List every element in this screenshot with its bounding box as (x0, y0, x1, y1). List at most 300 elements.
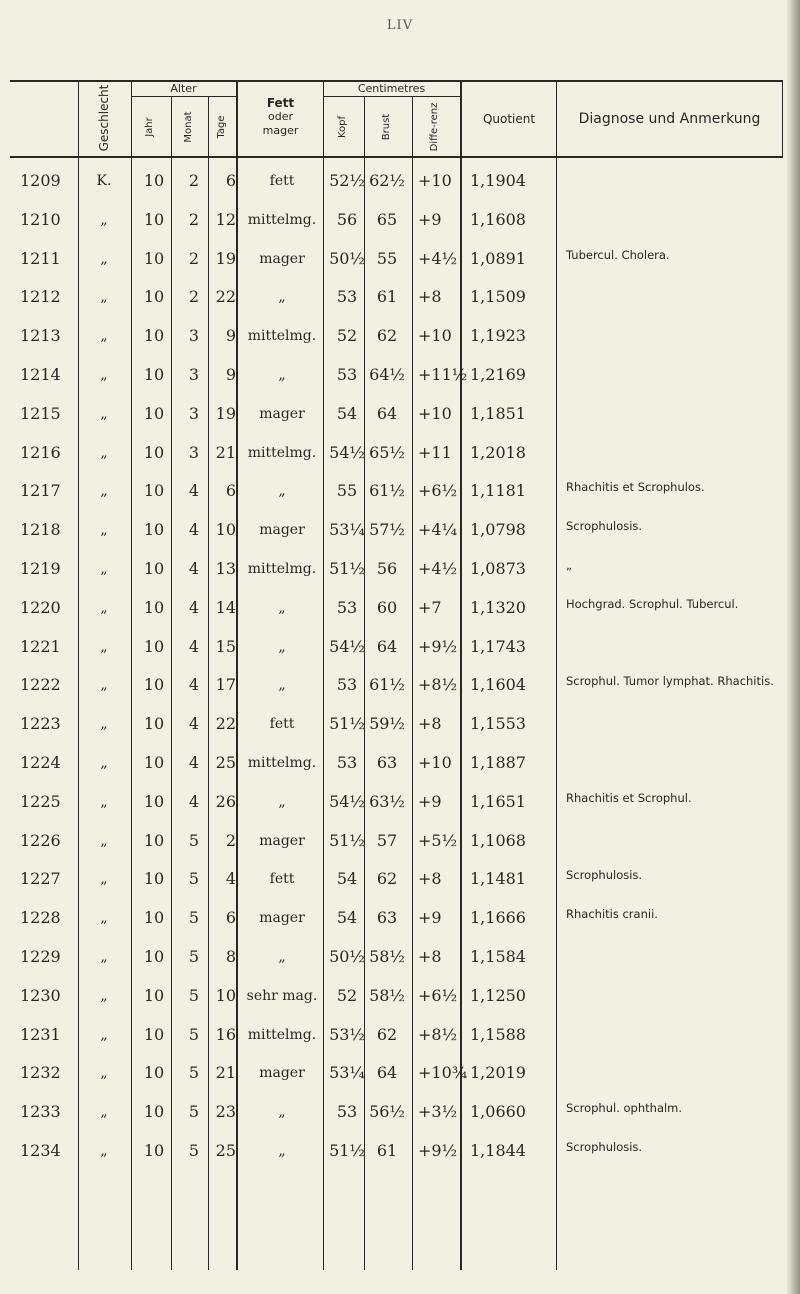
table-row (0, 356, 800, 394)
monat-cell: 3 (188, 442, 200, 462)
quotient-cell: 1,1250 (470, 985, 526, 1005)
sex-cell: „ (100, 793, 108, 810)
quotient-cell: 1,2169 (470, 365, 526, 384)
sex-cell: „ (100, 405, 108, 422)
table-row (0, 278, 800, 316)
row-number: 1227 (20, 869, 61, 889)
header-monat: Monat (183, 111, 194, 143)
table-row (0, 899, 800, 937)
kopf-cell: 53 (336, 365, 358, 384)
quotient-cell: 1,1604 (470, 675, 526, 695)
row-number: 1221 (20, 636, 61, 656)
brust-cell: 64½ (369, 365, 405, 384)
jahr-cell: 10 (143, 714, 165, 734)
differenz-cell: +10 (418, 171, 452, 190)
monat-cell: 4 (188, 597, 200, 617)
column-rule (782, 80, 783, 156)
tage-cell: 22 (215, 287, 236, 307)
differenz-cell: +7 (418, 597, 442, 617)
table-row (0, 201, 800, 239)
brust-cell: 58½ (369, 985, 405, 1005)
brust-cell: 62 (376, 326, 398, 346)
brust-cell: 58½ (369, 947, 405, 966)
quotient-cell: 1,0798 (470, 520, 526, 540)
monat-cell: 5 (188, 985, 200, 1005)
fett-cell: fett (269, 173, 295, 189)
sex-cell: „ (100, 328, 108, 345)
sex-cell: „ (100, 755, 108, 771)
monat-cell: 4 (188, 791, 200, 811)
differenz-cell: +10 (418, 403, 452, 423)
table-row (0, 317, 800, 355)
header-fett-line3: mager (262, 124, 299, 137)
kopf-cell: 51½ (329, 1141, 365, 1160)
quotient-cell: 1,1743 (470, 636, 526, 656)
sex-cell: „ (100, 367, 108, 383)
brust-cell: 65½ (369, 442, 405, 462)
table-row (0, 1093, 800, 1131)
brust-cell: 64 (376, 1063, 398, 1083)
table-row (0, 705, 800, 743)
tage-cell: 15 (215, 636, 236, 656)
quotient-cell: 1,2018 (470, 442, 526, 462)
kopf-cell: 54 (336, 403, 358, 423)
tage-cell: 23 (215, 1102, 236, 1122)
monat-cell: 4 (188, 481, 200, 501)
kopf-cell: 53 (336, 287, 358, 307)
jahr-cell: 10 (143, 209, 165, 229)
jahr-cell: 10 (143, 947, 165, 966)
brust-cell: 62½ (369, 171, 405, 190)
brust-cell: 63 (376, 908, 398, 928)
kopf-cell: 52 (336, 985, 358, 1005)
brust-cell: 62 (376, 869, 398, 889)
table-row (0, 1132, 800, 1170)
tage-cell: 21 (215, 442, 236, 462)
row-number: 1234 (20, 1141, 61, 1160)
diagnose-cell: Scrophulosis. (566, 519, 643, 534)
differenz-cell: +5½ (418, 830, 458, 850)
table-row (0, 1016, 800, 1054)
differenz-cell: +8 (418, 287, 442, 307)
fett-cell: fett (269, 871, 295, 888)
diagnose-cell: Scrophul. Tumor lymphat. Rhachitis. (566, 674, 774, 689)
jahr-cell: 10 (143, 908, 165, 928)
sex-cell: „ (100, 1026, 108, 1043)
table-row (0, 783, 800, 821)
header-geschlecht: Geschlecht (97, 84, 111, 152)
tage-cell: 13 (215, 559, 236, 578)
differenz-cell: +8½ (418, 675, 458, 695)
monat-cell: 4 (188, 636, 200, 656)
quotient-cell: 1,1923 (470, 326, 526, 346)
fett-cell: „ (278, 949, 286, 965)
quotient-cell: 1,1320 (470, 597, 526, 617)
fett-cell: „ (278, 638, 286, 655)
monat-cell: 2 (188, 287, 200, 307)
tage-cell: 25 (215, 1141, 236, 1160)
jahr-cell: 10 (143, 287, 165, 307)
fett-cell: „ (278, 677, 286, 694)
header-fett (238, 96, 323, 138)
kopf-cell: 53 (336, 753, 358, 772)
kopf-cell: 53½ (329, 1024, 365, 1044)
sex-cell: „ (100, 1104, 108, 1121)
kopf-cell: 53 (336, 597, 358, 617)
row-number: 1220 (20, 597, 61, 617)
tage-cell: 14 (215, 597, 236, 617)
monat-cell: 5 (188, 1063, 200, 1083)
table-row (0, 395, 800, 433)
brust-cell: 65 (376, 209, 398, 229)
quotient-cell: 1,0660 (470, 1102, 526, 1122)
sex-cell: „ (100, 716, 108, 733)
diagnose-cell: Hochgrad. Scrophul. Tubercul. (566, 596, 739, 611)
fett-cell: „ (278, 483, 286, 500)
row-number: 1212 (20, 287, 61, 307)
sex-cell: „ (100, 832, 108, 849)
kopf-cell: 52½ (329, 171, 365, 190)
row-number: 1222 (20, 675, 61, 695)
sex-cell: „ (100, 483, 108, 500)
quotient-cell: 1,1887 (470, 753, 526, 772)
tage-cell: 19 (215, 248, 236, 268)
differenz-cell: +8 (418, 714, 442, 734)
fett-cell: mager (259, 832, 305, 849)
row-number: 1223 (20, 714, 61, 734)
brust-cell: 55 (376, 248, 398, 268)
sex-cell: „ (100, 871, 108, 888)
table-row (0, 938, 800, 976)
row-number: 1233 (20, 1102, 61, 1122)
kopf-cell: 54½ (329, 791, 365, 811)
fett-cell: mittelmg. (247, 328, 317, 345)
row-number: 1226 (20, 830, 61, 850)
kopf-cell: 52 (336, 326, 358, 346)
fett-cell: mager (259, 250, 305, 267)
row-number: 1215 (20, 403, 61, 423)
fett-cell: „ (278, 367, 286, 383)
brust-cell: 56 (376, 559, 398, 578)
diagnose-cell: Rhachitis cranii. (566, 907, 658, 922)
differenz-cell: +10¾ (418, 1063, 468, 1083)
sex-cell: „ (100, 638, 108, 655)
table-row (0, 240, 800, 278)
kopf-cell: 54 (336, 908, 358, 928)
jahr-cell: 10 (143, 520, 165, 540)
differenz-cell: +9½ (418, 1141, 458, 1160)
kopf-cell: 54 (336, 869, 358, 889)
fett-cell: mager (259, 1065, 305, 1082)
differenz-cell: +8½ (418, 1024, 458, 1044)
differenz-cell: +10 (418, 753, 452, 772)
kopf-cell: 54½ (329, 636, 365, 656)
table-row (0, 472, 800, 510)
row-number: 1225 (20, 791, 61, 811)
sex-cell: „ (100, 211, 108, 228)
sex-cell: „ (100, 561, 108, 577)
quotient-cell: 1,1851 (470, 403, 526, 423)
row-number: 1218 (20, 520, 61, 540)
jahr-cell: 10 (143, 326, 165, 346)
quotient-cell: 1,1584 (470, 947, 526, 966)
quotient-cell: 1,1666 (470, 908, 526, 928)
row-number: 1216 (20, 442, 61, 462)
monat-cell: 5 (188, 1102, 200, 1122)
tage-cell: 19 (215, 403, 236, 423)
quotient-cell: 1,1068 (470, 830, 526, 850)
monat-cell: 4 (188, 520, 200, 540)
brust-cell: 59½ (369, 714, 405, 734)
quotient-cell: 1,2019 (470, 1063, 526, 1083)
kopf-cell: 53 (336, 675, 358, 695)
fett-cell: mager (259, 522, 305, 539)
header-alter: Alter (170, 82, 197, 95)
monat-cell: 4 (188, 753, 200, 772)
tage-cell: 16 (215, 1024, 236, 1044)
differenz-cell: +11 (418, 442, 452, 462)
header-bottom-rule (10, 156, 783, 158)
monat-cell: 3 (188, 403, 200, 423)
row-number: 1229 (20, 947, 61, 966)
diagnose-cell: Tubercul. Cholera. (566, 247, 670, 262)
diagnose-cell: Rhachitis et Scrophul. (566, 790, 692, 805)
tage-cell: 10 (215, 520, 236, 540)
quotient-cell: 1,1509 (470, 287, 526, 307)
row-number: 1214 (20, 365, 61, 384)
tage-cell: 25 (215, 753, 236, 772)
jahr-cell: 10 (143, 830, 165, 850)
tage-cell: 9 (225, 326, 236, 346)
monat-cell: 3 (188, 365, 200, 384)
tage-cell: 6 (225, 481, 236, 501)
fett-cell: „ (278, 1143, 286, 1159)
differenz-cell: +6½ (418, 985, 458, 1005)
tage-cell: 6 (225, 171, 236, 190)
row-number: 1213 (20, 326, 61, 346)
kopf-cell: 51½ (329, 714, 365, 734)
monat-cell: 5 (188, 1141, 200, 1160)
brust-cell: 60 (376, 597, 398, 617)
jahr-cell: 10 (143, 1102, 165, 1122)
fett-cell: mager (259, 910, 305, 927)
page-number: LIV (386, 18, 414, 33)
tage-cell: 8 (225, 947, 236, 966)
quotient-cell: 1,1651 (470, 791, 526, 811)
header-kopf: Kopf (337, 115, 348, 139)
header-brust: Brust (381, 113, 392, 141)
kopf-cell: 50½ (329, 947, 365, 966)
kopf-cell: 53 (336, 1102, 358, 1122)
differenz-cell: +8 (418, 947, 442, 966)
sex-cell: „ (100, 289, 108, 306)
kopf-cell: 55 (336, 481, 358, 501)
monat-cell: 5 (188, 830, 200, 850)
quotient-cell: 1,0873 (470, 559, 526, 578)
monat-cell: 2 (188, 171, 200, 190)
kopf-cell: 51½ (329, 559, 365, 578)
fett-cell: mittelmg. (247, 211, 317, 228)
differenz-cell: +4¼ (418, 520, 458, 540)
monat-cell: 3 (188, 326, 200, 346)
header-fett-line2: oder (267, 110, 293, 123)
jahr-cell: 10 (143, 481, 165, 501)
monat-cell: 4 (188, 559, 200, 578)
brust-cell: 57 (376, 830, 398, 850)
tage-cell: 2 (225, 830, 236, 850)
differenz-cell: +9 (418, 908, 442, 928)
differenz-cell: +4½ (418, 559, 458, 578)
jahr-cell: 10 (143, 1063, 165, 1083)
row-number: 1211 (20, 248, 61, 268)
brust-cell: 62 (376, 1024, 398, 1044)
sex-cell: „ (100, 987, 108, 1004)
jahr-cell: 10 (143, 985, 165, 1005)
brust-cell: 61 (376, 287, 398, 307)
jahr-cell: 10 (143, 753, 165, 772)
sex-cell: „ (100, 599, 108, 616)
monat-cell: 2 (188, 248, 200, 268)
tage-cell: 4 (225, 869, 236, 889)
brust-cell: 61½ (369, 481, 405, 501)
monat-cell: 4 (188, 714, 200, 734)
jahr-cell: 10 (143, 1024, 165, 1044)
brust-cell: 61 (376, 1141, 398, 1160)
tage-cell: 21 (215, 1063, 236, 1083)
row-number: 1219 (20, 559, 61, 578)
header-fett-line1: Fett (266, 96, 295, 110)
jahr-cell: 10 (143, 597, 165, 617)
tage-cell: 17 (215, 675, 236, 695)
sex-cell: „ (100, 444, 108, 461)
diagnose-cell: „ (566, 558, 572, 572)
table-row (0, 666, 800, 704)
kopf-cell: 50½ (329, 248, 365, 268)
monat-cell: 5 (188, 1024, 200, 1044)
quotient-cell: 1,1553 (470, 714, 526, 734)
sex-cell: „ (100, 1065, 108, 1082)
sex-cell: „ (100, 677, 108, 694)
sex-cell: „ (100, 1143, 108, 1159)
monat-cell: 2 (188, 209, 200, 229)
brust-cell: 64 (376, 403, 398, 423)
row-number: 1231 (20, 1024, 61, 1044)
diagnose-cell: Scrophulosis. (566, 1140, 643, 1154)
fett-cell: sehr mag. (246, 987, 318, 1004)
quotient-cell: 1,1588 (470, 1024, 526, 1044)
sex-cell: K. (96, 173, 112, 189)
monat-cell: 5 (188, 908, 200, 928)
sex-cell: „ (100, 522, 108, 539)
header-tage: Tage (216, 115, 227, 139)
brust-cell: 63 (376, 753, 398, 772)
row-number: 1228 (20, 908, 61, 928)
jahr-cell: 10 (143, 442, 165, 462)
quotient-cell: 1,0891 (470, 248, 526, 268)
tage-cell: 10 (215, 985, 236, 1005)
jahr-cell: 10 (143, 791, 165, 811)
quotient-cell: 1,1904 (470, 171, 526, 190)
table-row (0, 977, 800, 1015)
quotient-cell: 1,1181 (470, 481, 526, 501)
tage-cell: 9 (225, 365, 236, 384)
tage-cell: 6 (225, 908, 236, 928)
jahr-cell: 10 (143, 636, 165, 656)
fett-cell: mager (259, 405, 305, 422)
jahr-cell: 10 (143, 171, 165, 190)
tage-cell: 22 (215, 714, 236, 734)
differenz-cell: +9½ (418, 636, 458, 656)
fett-cell: mittelmg. (247, 1026, 317, 1043)
table-row (0, 550, 800, 588)
table-row (0, 434, 800, 472)
table-row (0, 822, 800, 860)
fett-cell: mittelmg. (247, 755, 317, 771)
table-row (0, 628, 800, 666)
monat-cell: 5 (188, 869, 200, 889)
fett-cell: „ (278, 1104, 286, 1121)
jahr-cell: 10 (143, 1141, 165, 1160)
header-centimetres: Centimetres (357, 82, 426, 95)
fett-cell: mittelmg. (247, 561, 317, 577)
jahr-cell: 10 (143, 248, 165, 268)
table-row (0, 1054, 800, 1092)
quotient-cell: 1,1481 (470, 869, 526, 889)
quotient-cell: 1,1608 (470, 209, 526, 229)
diagnose-cell: Scrophulosis. (566, 868, 643, 883)
tage-cell: 26 (215, 791, 236, 811)
brust-cell: 63½ (369, 791, 405, 811)
differenz-cell: +9 (418, 791, 442, 811)
brust-cell: 61½ (369, 675, 405, 695)
header-differenz: Diffe-renz (429, 102, 440, 152)
row-number: 1217 (20, 481, 61, 501)
fett-cell: mittelmg. (247, 444, 317, 461)
sex-cell: „ (100, 910, 108, 927)
brust-cell: 57½ (369, 520, 405, 540)
fett-cell: „ (278, 599, 286, 616)
diagnose-cell: Rhachitis et Scrophulos. (566, 480, 705, 495)
differenz-cell: +10 (418, 326, 452, 346)
table-row (0, 744, 800, 782)
monat-cell: 4 (188, 675, 200, 695)
jahr-cell: 10 (143, 403, 165, 423)
quotient-cell: 1,1844 (470, 1141, 526, 1160)
row-number: 1224 (20, 753, 61, 772)
row-number: 1209 (20, 171, 61, 190)
differenz-cell: +8 (418, 869, 442, 889)
sex-cell: „ (100, 949, 108, 965)
diagnose-cell: Scrophul. ophthalm. (566, 1101, 683, 1116)
kopf-cell: 51½ (329, 830, 365, 850)
sex-cell: „ (100, 250, 108, 267)
table-row (0, 162, 800, 200)
row-number: 1230 (20, 985, 61, 1005)
header-diagnose: Diagnose und Anmerkung (578, 111, 761, 127)
kopf-cell: 53¼ (329, 1063, 365, 1083)
brust-cell: 56½ (369, 1102, 405, 1122)
row-number: 1210 (20, 209, 61, 229)
brust-cell: 64 (376, 636, 398, 656)
tage-cell: 12 (215, 209, 236, 229)
monat-cell: 5 (188, 947, 200, 966)
fett-cell: „ (278, 289, 286, 306)
differenz-cell: +3½ (418, 1102, 458, 1122)
kopf-cell: 54½ (329, 442, 365, 462)
header-subrule (323, 96, 460, 97)
differenz-cell: +6½ (418, 481, 458, 501)
table-row (0, 589, 800, 627)
